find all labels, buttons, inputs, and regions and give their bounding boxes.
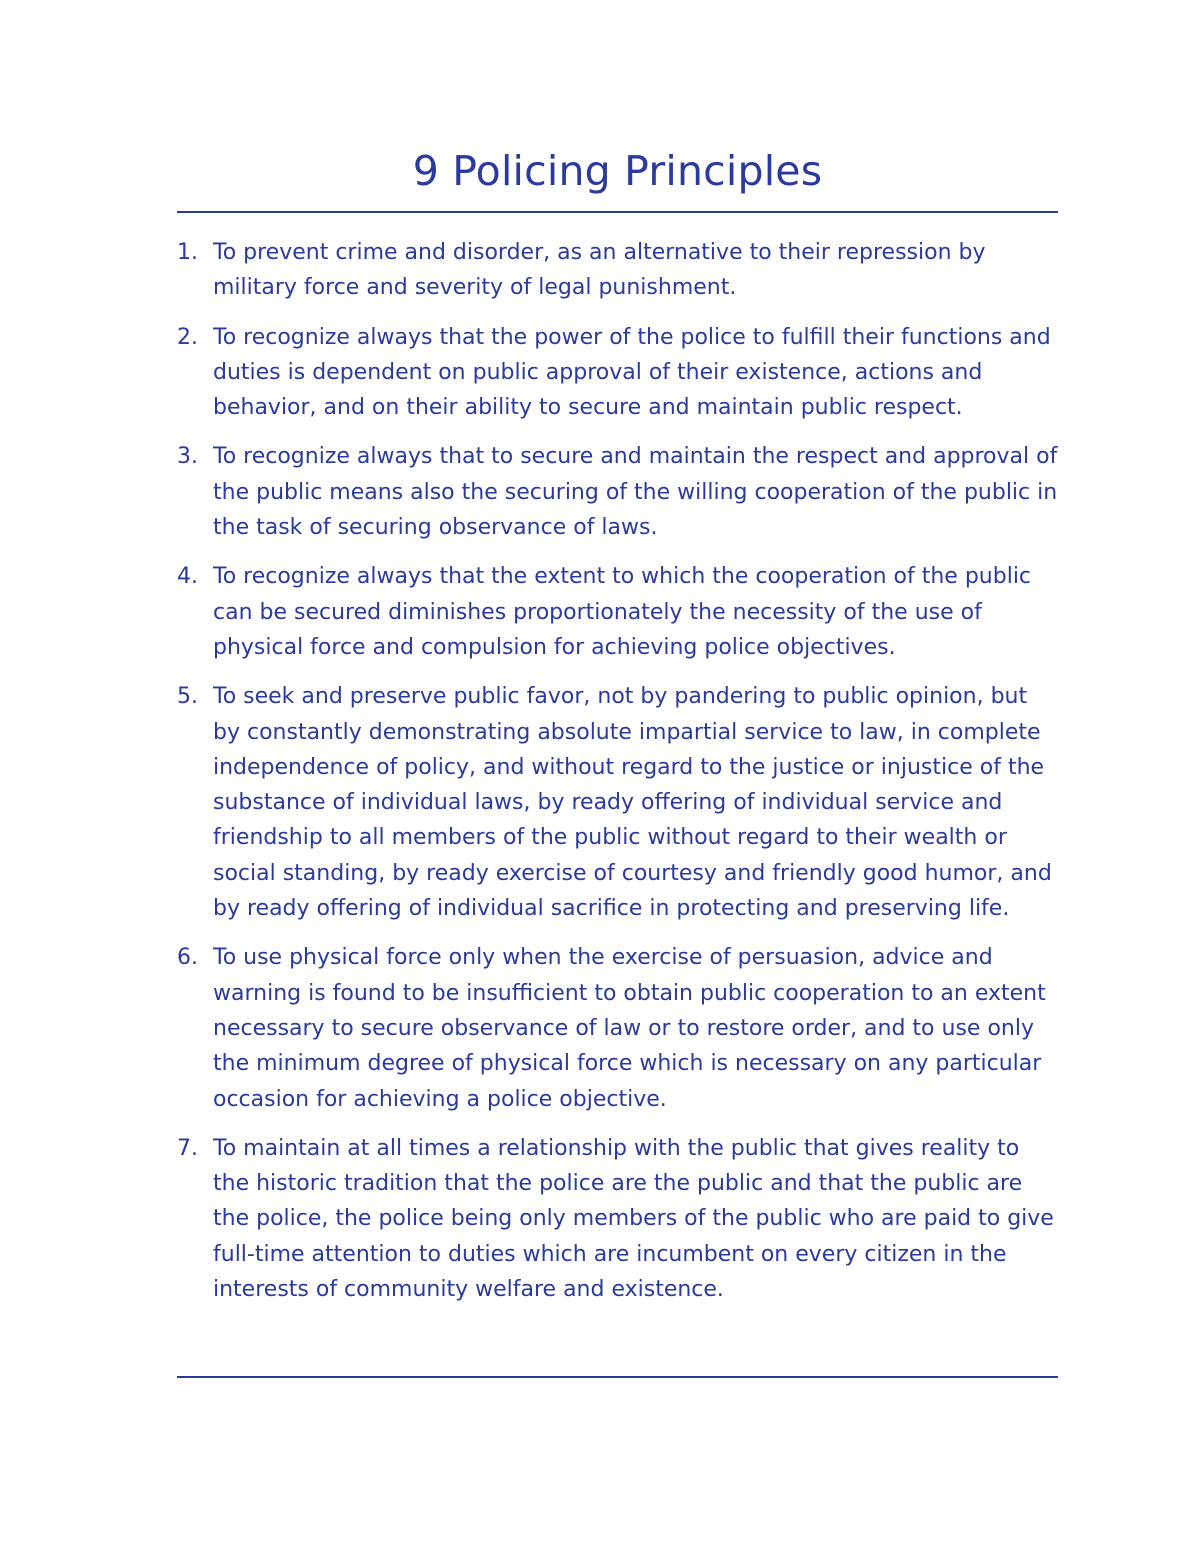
title-divider <box>177 211 1058 213</box>
item-text: To recognize always that the power of the police to fulfill their functions and duties is dependent on public approval of their existence, actions and behavior, and on their ability to secure and maintain public respect. <box>213 324 1051 421</box>
item-number: 5. <box>177 684 198 710</box>
bottom-divider <box>177 1376 1058 1378</box>
item-number: 6. <box>177 945 198 971</box>
principles-list <box>177 235 1058 1307</box>
document-page <box>177 140 1058 1307</box>
list-item <box>177 320 1058 426</box>
list-item <box>177 439 1058 545</box>
document-title: 9 Policing Principles <box>412 147 823 195</box>
list-item <box>177 559 1058 665</box>
list-item <box>177 235 1058 306</box>
item-number: 2. <box>177 324 198 350</box>
list-item <box>177 679 1058 926</box>
item-text: To use physical force only when the exercise of persuasion, advice and warning is found to be insufficient to obtain public cooperation to an extent necessary to secure observance of law or to restore order, and to use only the minimum degree of physical force which is necessary on any particular occasion for achieving a police objective. <box>213 945 1046 1112</box>
list-item <box>177 1131 1058 1307</box>
item-number: 7. <box>177 1135 198 1161</box>
list-item <box>177 940 1058 1116</box>
item-text: To recognize always that to secure and maintain the respect and approval of the public means also the securing of the willing cooperation of the public in the task of securing observance of laws. <box>213 444 1058 541</box>
item-number: 4. <box>177 564 198 590</box>
item-text: To maintain at all times a relationship with the public that gives reality to the historic tradition that the police are the public and that the public are the police, the police being only members of the public who are paid to give full-time attention to duties which are incumbent on every citizen in the interests of community welfare and existence. <box>213 1135 1054 1303</box>
item-number: 1. <box>177 240 198 265</box>
item-text: To seek and preserve public favor, not by pandering to public opinion, but by constantly demonstrating absolute impartial service to law, in complete independence of policy, and without regard to the justice or injustice of the substance of individual laws, by ready offering of individual service and friendship to all members of the public without regard to their wealth or social standing, by ready exercise of courtesy and friendly good humor, and by ready offering of individual sacrifice in protecting and preserving life. <box>213 684 1052 922</box>
item-text: To recognize always that the extent to which the cooperation of the public can be secured diminishes proportionately the necessity of the use of physical force and compulsion for achieving police objectives. <box>213 564 1032 660</box>
item-text: To prevent crime and disorder, as an alternative to their repression by military force and severity of legal punishment. <box>213 240 986 301</box>
item-number: 3. <box>177 444 198 470</box>
